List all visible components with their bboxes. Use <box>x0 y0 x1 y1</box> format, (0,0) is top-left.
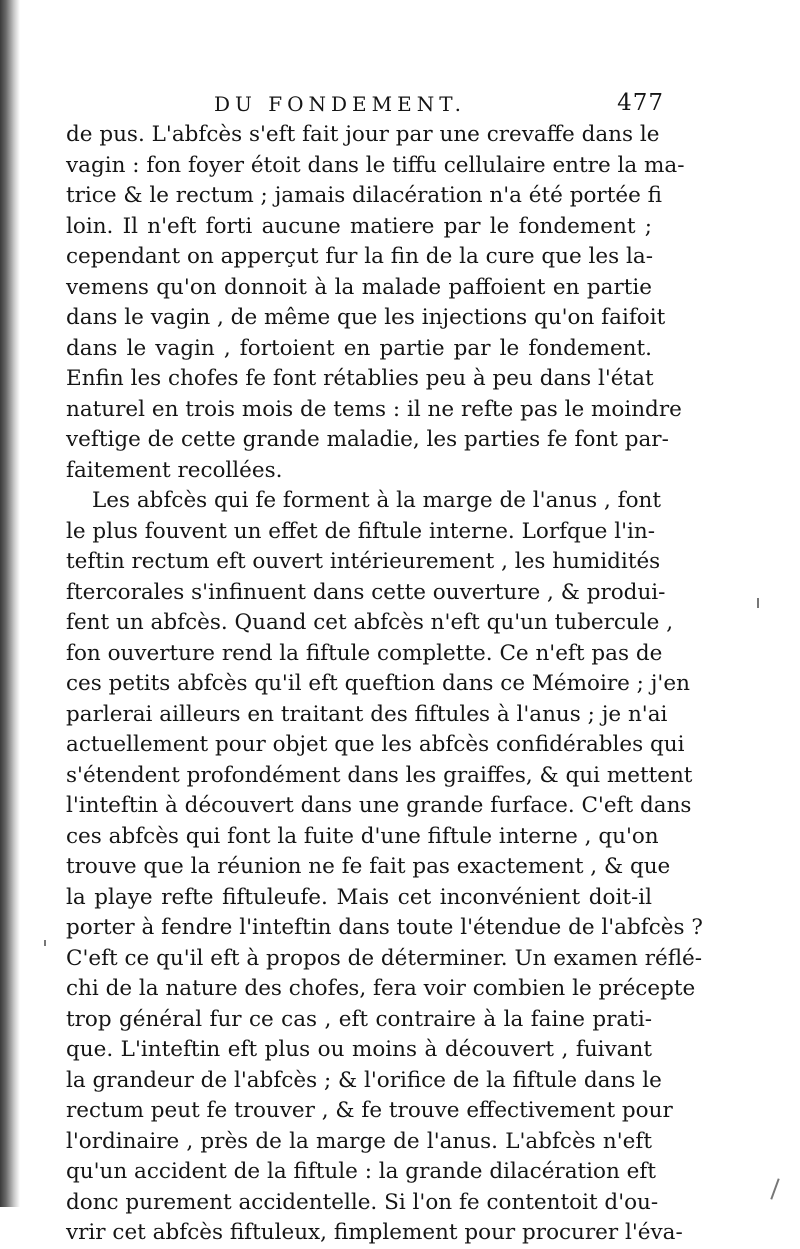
text-line: vemens qu'on donnoit à la malade paffoient en partie <box>66 274 652 300</box>
running-head <box>66 90 664 120</box>
text-line: teftin rectum eft ouvert intérieurement , les humidités <box>66 549 661 574</box>
text-line: rectum peut fe trouver , & fe trouve effectivement pour <box>66 1098 673 1123</box>
text-line: Enfin les chofes fe font rétablies peu à peu dans l'état <box>66 366 654 391</box>
text-line: dans le vagin , de même que les injections qu'on faifoit <box>66 305 666 330</box>
text-line: veftige de cette grande maladie, les parties fe font par- <box>66 427 669 452</box>
text-line: porter à fendre l'inteftin dans toute l'étendue de l'abfcès ? <box>66 915 703 940</box>
text-line: fent un abfcès. Quand cet abfcès n'eft qu'un tubercule , <box>66 610 674 635</box>
text-line: l'inteftin à découvert dans une grande furface. C'eft dans <box>66 793 692 818</box>
text-line: la grandeur de l'abfcès ; & l'orifice de la fiftule dans le <box>66 1067 662 1093</box>
text-line: de pus. L'abfcès s'eft fait jour par une crevaffe dans le <box>66 122 660 147</box>
text-line: cependant on apperçut fur la fin de la cure que les la- <box>66 244 653 269</box>
page-gutter-shadow <box>0 0 20 1207</box>
text-line: le plus fouvent un effet de fiftule interne. Lorfque l'in- <box>66 518 655 544</box>
book-page <box>66 90 703 1249</box>
text-line: trouve que la réunion ne fe fait pas exactement , & que <box>66 854 671 879</box>
text-line: naturel en trois mois de tems : il ne refte pas le moindre <box>66 396 682 422</box>
margin-mark <box>770 1178 779 1199</box>
text-line: trop général fur ce cas , eft contraire à la faine prati- <box>66 1006 652 1032</box>
running-title: DU FONDEMENT. <box>214 92 466 116</box>
margin-mark <box>757 598 759 608</box>
text-line: parlerai ailleurs en traitant des fiftules à l'anus ; je n'ai <box>66 701 668 727</box>
text-line: chi de la nature des chofes, fera voir combien le précepte <box>66 976 696 1001</box>
margin-mark <box>44 940 46 946</box>
text-line: trice & le rectum ; jamais dilacération n'a été portée fi <box>66 183 662 208</box>
text-line: C'eft ce qu'il eft à propos de déterminer. Un examen réflé- <box>66 945 703 971</box>
paragraph-start-line: Les abfcès qui fe forment à la marge de l'anus , font <box>92 488 662 513</box>
text-line: que. L'inteftin eft plus ou moins à découvert , fuivant <box>66 1037 652 1062</box>
text-line: fon ouverture rend la fiftule complette. Ce n'eft pas de <box>66 640 663 666</box>
text-line: vrir cet abfcès fiftuleux, fimplement pour procurer l'éva- <box>66 1220 683 1245</box>
text-line: loin. Il n'eft forti aucune matiere par le fondement ; <box>66 213 652 239</box>
text-line: qu'un accident de la fiftule : la grande dilacération eft <box>66 1159 656 1184</box>
text-line: s'étendent profondément dans les graiffes, & qui mettent <box>66 762 693 788</box>
text-line: donc purement accidentelle. Si l'on fe contentoit d'ou- <box>66 1189 659 1215</box>
text-line: ces petits abfcès qu'il eft queftion dans ce Mémoire ; j'en <box>66 671 690 696</box>
text-line: actuellement pour objet que les abfcès confidérables qui <box>66 732 685 757</box>
page-number: 477 <box>617 90 664 116</box>
text-line: l'ordinaire , près de la marge de l'anus. L'abfcès n'eft <box>66 1128 652 1154</box>
text-line: la playe refte fiftuleufe. Mais cet inconvénient doit-il <box>66 884 652 910</box>
text-line: ces abfcès qui font la fuite d'une fiftule interne , qu'on <box>66 823 659 849</box>
text-line: vagin : fon foyer étoit dans le tiffu cellulaire entre la ma- <box>66 152 685 178</box>
text-line: faitement recollées. <box>66 457 283 483</box>
text-line: dans le vagin , fortoient en partie par le fondement. <box>66 335 652 361</box>
text-line: ftercorales s'infinuent dans cette ouverture , & produi- <box>66 579 666 605</box>
text-body <box>66 120 703 1249</box>
